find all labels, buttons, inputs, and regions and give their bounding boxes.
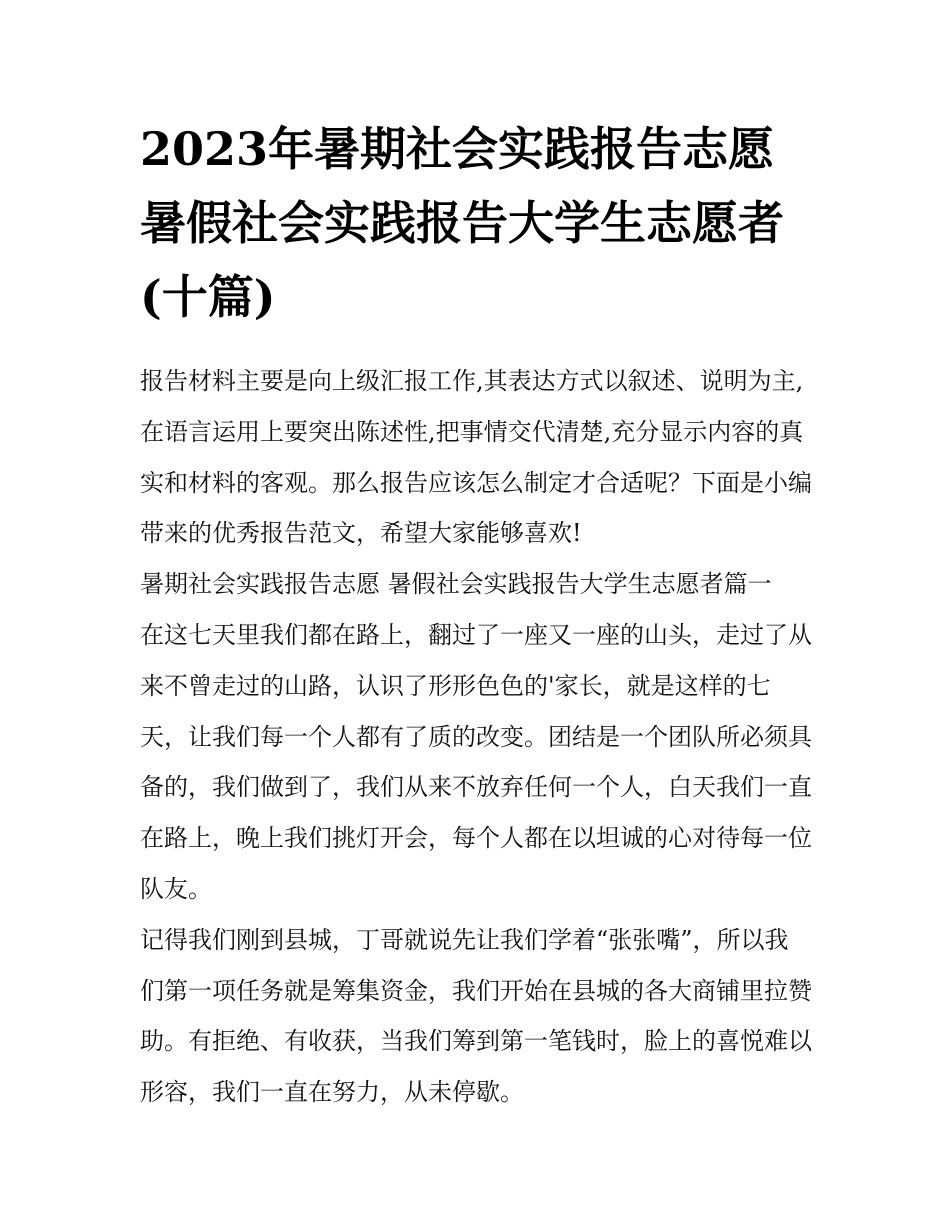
paragraph-seven-days: 在这七天里我们都在路上，翻过了一座又一座的山头，走过了从来不曾走过的山路，认识了形形色色的'家长，就是这样的七天，让我们每一个人都有了质的改变。团结是一个团队所必须具备的，我们做到了，我们从来不放弃任何一个人，白天我们一直在路上，晚上我们挑灯开会，每个人都在以坦诚的心对待每一位队友。 [140, 620, 812, 903]
paragraph-section-heading: 暑期社会实践报告志愿 暑假社会实践报告大学生志愿者篇一 [140, 570, 772, 599]
document-body [140, 356, 812, 1118]
document-title: 2023年暑期社会实践报告志愿暑假社会实践报告大学生志愿者(十篇) [140, 122, 784, 324]
paragraph-intro: 报告材料主要是向上级汇报工作,其表达方式以叙述、说明为主,在语言运用上要突出陈述性,把事情交代清楚,充分显示内容的真实和材料的客观。那么报告应该怎么制定才合适呢？下面是小编带来的优秀报告范文，希望大家能够喜欢! [140, 367, 812, 548]
paragraph-fundraising: 记得我们刚到县城，丁哥就说先让我们学着“张张嘴”，所以我们第一项任务就是筹集资金，我们开始在县城的各大商铺里拉赞助。有拒绝、有收获，当我们筹到第一笔钱时，脸上的喜悦难以形容，我们一直在努力，从未停歇。 [140, 925, 812, 1107]
